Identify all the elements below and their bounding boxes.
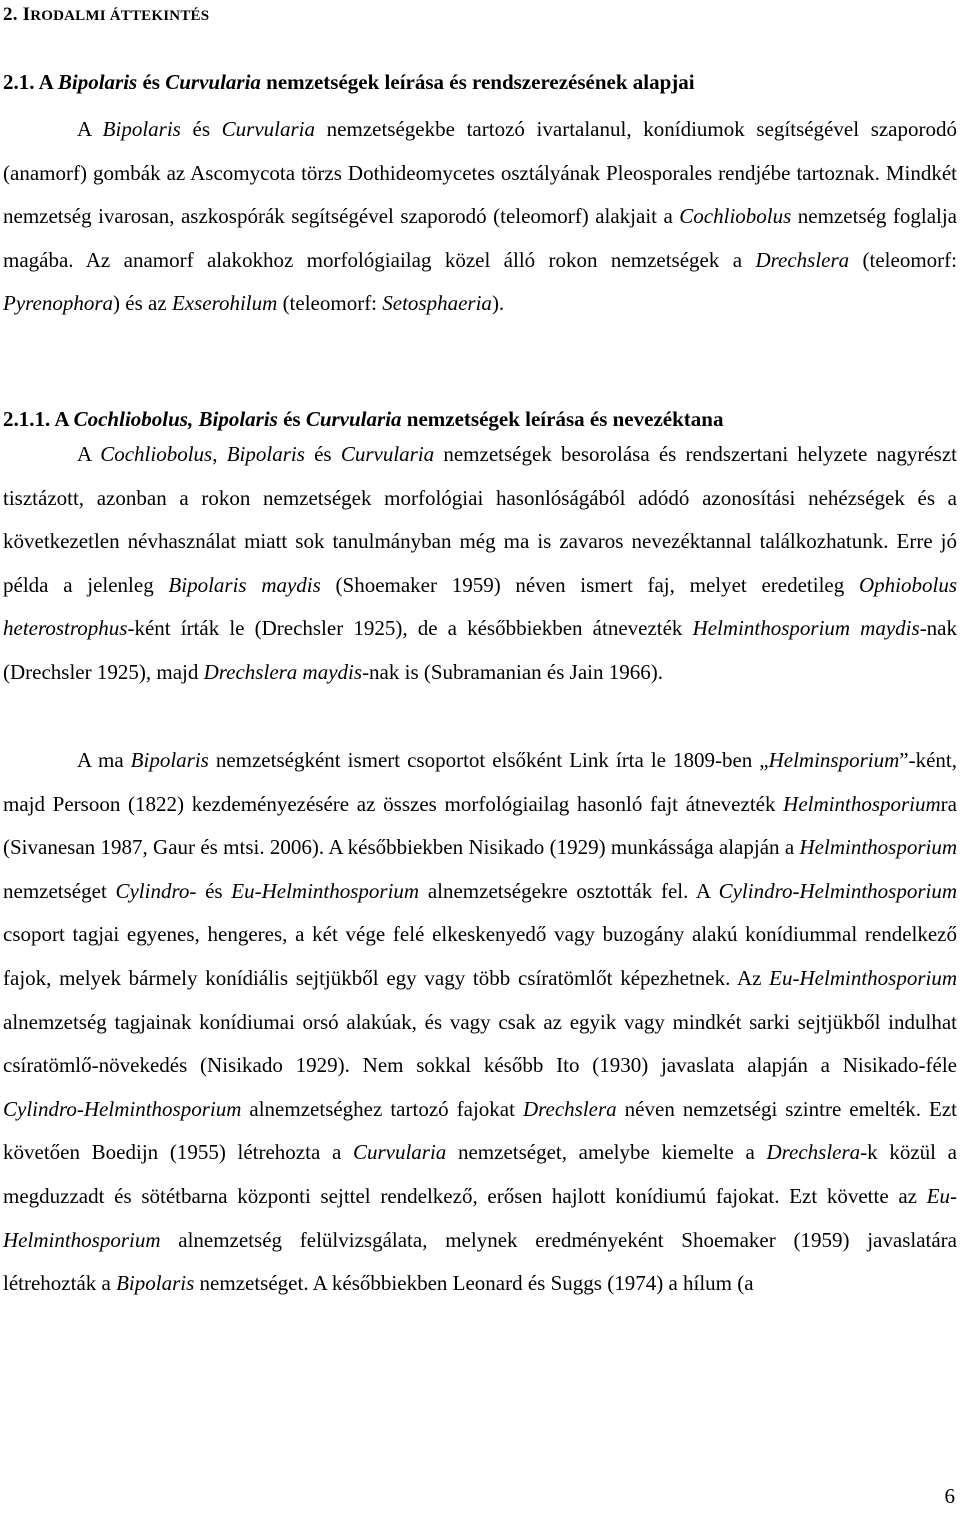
text-run: nemzetségként ismert csoportot elsőként Link írta le 1809-ben „ [208,748,769,772]
taxon-name: Bipolaris [102,117,181,141]
text-run: nemzetséget, amelybe kiemelte a [446,1140,767,1165]
taxon-name: Curvularia [352,1140,447,1165]
taxon-name: Bipolaris [226,442,305,466]
taxon-name: Cochliobolus [100,442,213,466]
text-run: -ként írták le (Drechsler 1925), de a későbbiekben átnevezték [127,616,693,641]
text-run: -nak is (Subramanian és Jain 1966). [362,659,663,684]
taxon-name: Ophiobolus heterostrophus [3,572,957,641]
section-genus: Curvularia [165,70,261,94]
page-number: 6 [944,1484,955,1508]
text-run: alnemzetségekre osztották fel. A [419,878,719,903]
taxon-name: Eu-Helminthosporium [231,878,420,903]
taxon-name: Cylindro-Helminthosporium [3,1096,242,1121]
text-run: A [77,117,103,141]
text-run: alnemzetséghez tartozó fajokat [241,1096,523,1121]
subsection-text: és [277,407,306,431]
chapter-heading [3,4,209,26]
subsection-genus: Cochliobolus, Bipolaris [73,407,278,431]
taxon-name: Curvularia [340,442,435,466]
taxon-name: Helminsporium [768,748,900,772]
section-text: és [137,70,166,94]
text-run: néven nemzetségi szintre emelték. Ezt követően Boedijn (1955) létrehozta a [3,1096,957,1165]
text-run: -nak (Drechsler 1925), majd [3,616,958,684]
taxon-name: Drechslera maydis [203,659,363,684]
text-run: és [196,878,232,903]
text-run: nemzetségek besorolása és rendszertani helyzete nagyrészt tisztázott, azonban a rokon nemzetségek morfológiai hasonlóságából adódó azonosítási nehézségek és a következetlen névhasználat miatt sok tanulmányban még ma is zavaros nevezéktannal találkozhatunk. Erre jó példa a jelenleg [3,442,958,597]
chapter-title-smallcaps: RODALMI ÁTTEKINTÉS [30,8,210,24]
text-run: A [77,442,101,466]
taxon-name: Drechslera [755,247,850,272]
taxon-name: Helminthosporium [799,835,957,860]
section-text: A [34,70,58,94]
paragraph-nomenclature [3,433,957,695]
paragraph-intro [3,108,957,326]
taxon-name: Drechslera [766,1140,861,1165]
section-number: 2.1. [3,70,35,94]
text-run: és [180,117,222,141]
taxon-name: Curvularia [221,117,316,141]
section-genus: Bipolaris [57,70,138,94]
section-heading [3,70,695,95]
taxon-name: Eu-Helminthosporium [3,1183,957,1252]
chapter-initial: I [22,4,31,25]
chapter-number: 2. [3,4,23,25]
subsection-genus: Curvularia [305,407,402,431]
taxon-name: Pyrenophora [3,291,114,316]
text-run: nemzetség foglalja magába. Az anamorf alakokhoz morfológiailag közel álló rokon nemzetségek a [3,204,958,272]
subsection-heading [3,407,723,432]
text-run: alnemzetség tagjainak konídiumai orsó alakúak, és vagy csak az egyik vagy mindkét sarki sejtjükből indulhat csíratömlő-növekedés (Nisikado 1929). Nem sokkal később Ito (1930) javaslata alapján a Nisikado-féle [3,1009,957,1078]
text-run: és [304,442,341,466]
text-run: (teleomorf: [277,291,383,316]
text-run: (teleomorf: [849,247,957,272]
taxon-name: Bipolaris [116,1271,195,1296]
taxon-name: Eu-Helminthosporium [769,965,957,990]
taxon-name: Exserohilum [171,291,278,316]
taxon-name: Cochliobolus [679,204,792,229]
taxon-name: Drechslera [522,1096,617,1121]
taxon-name: Cylindro- [115,878,197,903]
text-run: nemzetséget. A későbbiekben Leonard és Suggs (1974) a hílum (a [194,1271,754,1296]
text-run: ra (Sivanesan 1987, Gaur és mtsi. 2006). A későbbiekben Nisikado (1929) munkássága alapján a [3,791,957,860]
text-run: alnemzetség felülvizsgálata, melynek eredményeként Shoemaker (1959) javaslatára létrehozták a [3,1227,957,1296]
text-run: ) és az [113,291,172,316]
paragraph-history [3,739,957,1306]
subsection-text: nemzetségek leírása és nevezéktana [401,407,724,431]
taxon-name: Bipolaris maydis [168,572,321,597]
text-run: A ma [77,748,131,772]
taxon-name: Cylindro-Helminthosporium [718,878,957,903]
text-run: ”-ként, majd Persoon (1822) kezdeményezésére az összes morfológiailag hasonló fajt átnevezték [3,748,958,816]
subsection-text: A [50,407,74,431]
taxon-name: Helminthosporium maydis [692,616,920,641]
text-run: nemzetséget [3,878,116,903]
section-text: nemzetségek leírása és rendszerezésének alapjai [260,70,695,94]
subsection-number: 2.1.1. [3,407,51,431]
text-run: ). [491,291,505,316]
taxon-name: Bipolaris [130,748,209,772]
taxon-name: Helminthosporium [783,791,941,816]
text-run: (Shoemaker 1959) néven ismert faj, melyet eredetileg [320,572,859,597]
text-run: csoport tagjai egyenes, hengeres, a két vége felé elkeskenyedő vagy buzogány alakú konídiummal rendelkező fajok, melyek bármely konídiális sejtjükből egy vagy több csíratömlőt képezhetnek. Az [3,922,957,990]
taxon-name: Setosphaeria [382,291,492,316]
text-run: -k közül a megduzzadt és sötétbarna központi sejttel rendelkező, erősen hajlott konídiumú fajokat. Ezt követte az [3,1140,957,1208]
text-run: , [212,442,227,466]
text-run: nemzetségekbe tartozó ivartalanul, konídiumok segítségével szaporodó (anamorf) gombák az Ascomycota törzs Dothideomycetes osztályának Pleosporales rendjébe tartoznak. Mindkét nemzetség ivarosan, aszkospórák segítségével szaporodó (teleomorf) alakjait a [3,117,957,229]
